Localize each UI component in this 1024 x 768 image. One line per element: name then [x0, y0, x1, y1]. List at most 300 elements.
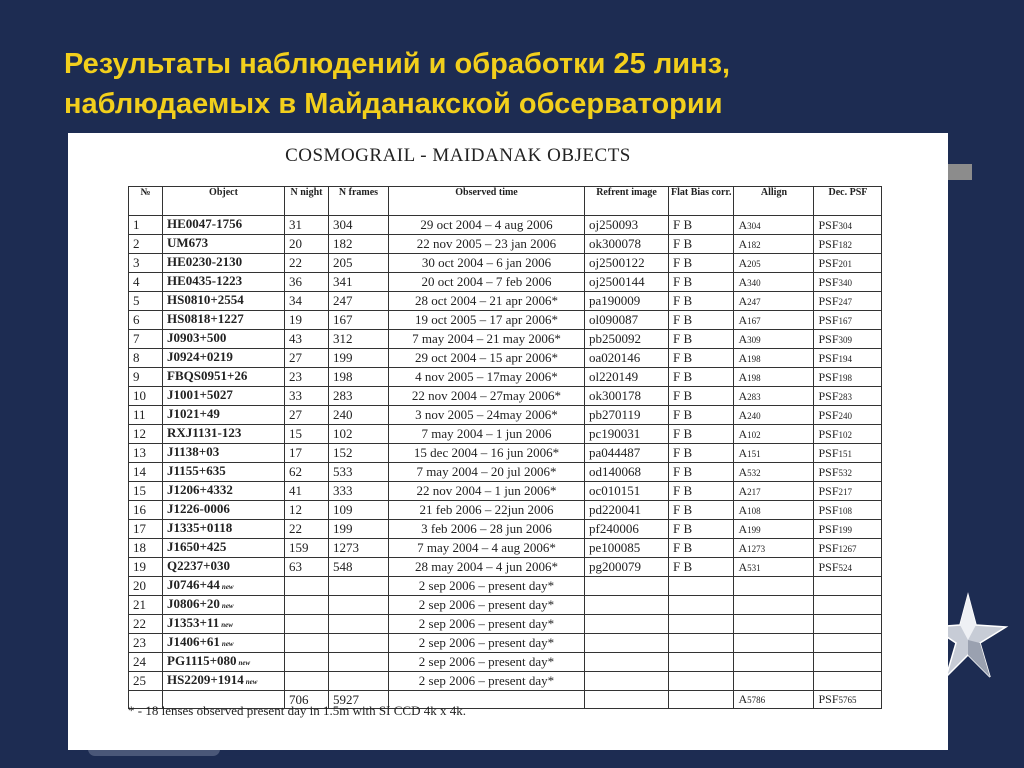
object-label: J0903+500 [167, 330, 227, 345]
object-name [163, 482, 285, 501]
nights-cell: 159 [285, 539, 329, 558]
refrent-image-cell: pa044487 [585, 444, 669, 463]
refrent-image-cell: pc190031 [585, 425, 669, 444]
nights-cell: 33 [285, 387, 329, 406]
allign-count: 205 [747, 258, 761, 269]
observed-time-cell: 30 oct 2004 – 6 jan 2006 [389, 254, 585, 273]
nights-cell: 36 [285, 273, 329, 292]
observed-time-cell: 21 feb 2006 – 22jun 2006 [389, 501, 585, 520]
new-tag: new [221, 583, 234, 591]
observed-time-cell: 22 nov 2005 – 23 jan 2006 [389, 235, 585, 254]
frames-cell: 341 [329, 273, 389, 292]
row-number: 20 [129, 577, 163, 596]
table-row [129, 273, 882, 292]
psf-count: 247 [838, 296, 852, 307]
nights-cell: 23 [285, 368, 329, 387]
table-row [129, 330, 882, 349]
frames-cell [329, 672, 389, 691]
allign-cell [734, 501, 814, 520]
header-cell: Observed time [389, 187, 585, 216]
flat-bias-cell: F B [669, 425, 734, 444]
table-header-row [129, 187, 882, 216]
table-row [129, 482, 882, 501]
refrent-image-cell: ok300078 [585, 235, 669, 254]
allign-cell [734, 425, 814, 444]
row-number: 17 [129, 520, 163, 539]
allign-cell [734, 349, 814, 368]
allign-prefix: A [738, 692, 748, 706]
row-number: 2 [129, 235, 163, 254]
psf-cell [814, 558, 882, 577]
object-label: FBQS0951+26 [167, 368, 248, 383]
allign-cell [734, 577, 814, 596]
nights-cell: 41 [285, 482, 329, 501]
object-name [163, 292, 285, 311]
allign-prefix: A [738, 255, 748, 270]
psf-cell [814, 463, 882, 482]
observed-time-cell: 2 sep 2006 – present day* [389, 672, 585, 691]
observed-time-cell: 22 nov 2004 – 1 jun 2006* [389, 482, 585, 501]
frames-cell: 182 [329, 235, 389, 254]
object-label: J0806+20 [167, 596, 220, 611]
psf-prefix: PSF [818, 312, 839, 327]
psf-cell [814, 425, 882, 444]
psf-cell [814, 254, 882, 273]
nights-cell [285, 615, 329, 634]
allign-prefix: A [738, 521, 748, 536]
refrent-image-cell: ol220149 [585, 368, 669, 387]
row-number: 18 [129, 539, 163, 558]
table-body [129, 216, 882, 691]
flat-bias-cell [669, 653, 734, 672]
psf-cell [814, 672, 882, 691]
flat-bias-cell: F B [669, 520, 734, 539]
object-name [163, 349, 285, 368]
table-row [129, 463, 882, 482]
object-label: J1206+4332 [167, 482, 233, 497]
refrent-image-cell: ok300178 [585, 387, 669, 406]
table-row [129, 368, 882, 387]
allign-count: 531 [747, 562, 761, 573]
table-cell [585, 691, 669, 709]
refrent-image-cell: oj2500122 [585, 254, 669, 273]
allign-count: 5786 [747, 695, 766, 705]
nights-cell: 63 [285, 558, 329, 577]
flat-bias-cell: F B [669, 558, 734, 577]
allign-prefix: A [738, 426, 748, 441]
allign-cell [734, 406, 814, 425]
object-label: UM673 [167, 235, 209, 250]
table-row [129, 539, 882, 558]
document-image [68, 133, 948, 750]
table-row [129, 349, 882, 368]
psf-count: 198 [838, 372, 852, 383]
row-number: 25 [129, 672, 163, 691]
object-label: Q2237+030 [167, 558, 231, 573]
object-label: J1650+425 [167, 539, 227, 554]
psf-count: 167 [838, 315, 852, 326]
object-label: J0924+0219 [167, 349, 233, 364]
object-name [163, 596, 285, 615]
allign-cell [734, 615, 814, 634]
new-tag: new [238, 659, 251, 667]
allign-prefix: A [738, 312, 748, 327]
allign-cell [734, 368, 814, 387]
frames-cell: 152 [329, 444, 389, 463]
flat-bias-cell: F B [669, 216, 734, 235]
table-cell [669, 691, 734, 709]
table-row [129, 235, 882, 254]
object-name [163, 615, 285, 634]
refrent-image-cell: oj2500144 [585, 273, 669, 292]
flat-bias-cell: F B [669, 311, 734, 330]
psf-cell [814, 235, 882, 254]
allign-prefix: A [738, 350, 748, 365]
table-row [129, 406, 882, 425]
document-title: COSMOGRAIL - MAIDANAK OBJECTS [285, 145, 631, 166]
flat-bias-cell: F B [669, 501, 734, 520]
flat-bias-cell: F B [669, 292, 734, 311]
flat-bias-cell: F B [669, 463, 734, 482]
psf-count: 182 [838, 239, 852, 250]
psf-cell [814, 216, 882, 235]
allign-prefix: A [738, 502, 748, 517]
allign-cell [734, 273, 814, 292]
psf-count: 532 [838, 467, 852, 478]
observed-time-cell: 28 may 2004 – 4 jun 2006* [389, 558, 585, 577]
psf-count: 304 [838, 220, 852, 231]
psf-prefix: PSF [818, 559, 839, 574]
frames-cell: 205 [329, 254, 389, 273]
allign-prefix: A [738, 217, 748, 232]
table-row [129, 425, 882, 444]
allign-cell [734, 653, 814, 672]
allign-cell [734, 520, 814, 539]
object-name [163, 653, 285, 672]
row-number: 4 [129, 273, 163, 292]
flat-bias-cell [669, 596, 734, 615]
header-cell: Flat Bias corr. [669, 187, 734, 216]
observed-time-cell: 2 sep 2006 – present day* [389, 596, 585, 615]
frames-cell: 198 [329, 368, 389, 387]
table-row [129, 387, 882, 406]
allign-count: 340 [747, 277, 761, 288]
nights-cell [285, 653, 329, 672]
new-tag: new [221, 621, 233, 629]
allign-cell [734, 216, 814, 235]
object-name [163, 216, 285, 235]
observed-time-cell: 2 sep 2006 – present day* [389, 577, 585, 596]
psf-prefix: PSF [818, 236, 839, 251]
row-number: 21 [129, 596, 163, 615]
observed-time-cell: 15 dec 2004 – 16 jun 2006* [389, 444, 585, 463]
table-row [129, 615, 882, 634]
nights-cell [285, 596, 329, 615]
refrent-image-cell: pb270119 [585, 406, 669, 425]
header-cell: № [129, 187, 163, 216]
psf-count: 524 [838, 562, 852, 573]
observed-time-cell: 7 may 2004 – 21 may 2006* [389, 330, 585, 349]
allign-count: 199 [747, 524, 761, 535]
refrent-image-cell: pb250092 [585, 330, 669, 349]
psf-count: 5765 [838, 695, 857, 705]
object-label: HE0230-2130 [167, 254, 243, 269]
allign-count: 108 [747, 505, 761, 516]
object-label: HS0818+1227 [167, 311, 244, 326]
flat-bias-cell: F B [669, 235, 734, 254]
object-label: PG1115+080 [167, 653, 237, 668]
object-name [163, 558, 285, 577]
allign-count: 532 [747, 467, 761, 478]
row-number: 15 [129, 482, 163, 501]
psf-cell [814, 634, 882, 653]
total-frames: 5927 [329, 691, 389, 709]
object-label: HS0810+2554 [167, 292, 244, 307]
psf-cell [814, 596, 882, 615]
header-cell: N frames [329, 187, 389, 216]
psf-count: 1267 [838, 543, 857, 554]
nights-cell: 15 [285, 425, 329, 444]
table-row [129, 254, 882, 273]
allign-count: 247 [747, 296, 761, 307]
observed-time-cell: 7 may 2004 – 1 jun 2006 [389, 425, 585, 444]
allign-prefix: A [738, 274, 748, 289]
new-tag: new [221, 640, 234, 648]
psf-prefix: PSF [818, 464, 839, 479]
refrent-image-cell: pg200079 [585, 558, 669, 577]
nights-cell: 31 [285, 216, 329, 235]
nights-cell: 43 [285, 330, 329, 349]
observed-time-cell: 2 sep 2006 – present day* [389, 653, 585, 672]
total-nights: 706 [285, 691, 329, 709]
frames-cell: 283 [329, 387, 389, 406]
refrent-image-cell: pd220041 [585, 501, 669, 520]
row-number: 9 [129, 368, 163, 387]
allign-cell [734, 387, 814, 406]
observed-time-cell: 3 nov 2005 – 24may 2006* [389, 406, 585, 425]
flat-bias-cell: F B [669, 368, 734, 387]
psf-cell [814, 482, 882, 501]
frames-cell: 304 [329, 216, 389, 235]
row-number: 13 [129, 444, 163, 463]
observed-time-cell: 7 may 2004 – 4 aug 2006* [389, 539, 585, 558]
table-row [129, 558, 882, 577]
psf-cell [814, 273, 882, 292]
psf-cell [814, 577, 882, 596]
object-label: J1335+0118 [167, 520, 233, 535]
object-label: HE0435-1223 [167, 273, 243, 288]
row-number: 24 [129, 653, 163, 672]
row-number: 14 [129, 463, 163, 482]
object-label: J1353+11 [167, 615, 220, 630]
flat-bias-cell: F B [669, 539, 734, 558]
psf-count: 283 [838, 391, 852, 402]
frames-cell [329, 653, 389, 672]
psf-count: 194 [838, 353, 852, 364]
allign-prefix: A [738, 407, 748, 422]
allign-cell [734, 558, 814, 577]
frames-cell: 199 [329, 520, 389, 539]
psf-cell [814, 349, 882, 368]
header-cell: Object [163, 187, 285, 216]
nights-cell: 62 [285, 463, 329, 482]
psf-prefix: PSF [818, 426, 839, 441]
allign-cell [734, 254, 814, 273]
table-row [129, 596, 882, 615]
frames-cell: 247 [329, 292, 389, 311]
refrent-image-cell [585, 596, 669, 615]
psf-count: 340 [838, 277, 852, 288]
allign-cell [734, 292, 814, 311]
object-label: J1226-0006 [167, 501, 230, 516]
object-label: J1021+49 [167, 406, 220, 421]
psf-count: 199 [838, 524, 852, 535]
allign-count: 198 [747, 372, 761, 383]
table-row [129, 292, 882, 311]
object-name [163, 387, 285, 406]
object-name [163, 368, 285, 387]
slide-title-line-2: наблюдаемых в Майданакской обсерватории [64, 88, 723, 120]
flat-bias-cell: F B [669, 406, 734, 425]
observed-time-cell: 29 oct 2004 – 15 apr 2006* [389, 349, 585, 368]
flat-bias-cell: F B [669, 330, 734, 349]
nights-cell [285, 634, 329, 653]
psf-prefix: PSF [818, 217, 839, 232]
object-label: J1001+5027 [167, 387, 233, 402]
allign-cell [734, 330, 814, 349]
total-psf [814, 691, 882, 709]
refrent-image-cell [585, 634, 669, 653]
psf-count: 102 [838, 429, 852, 440]
object-name [163, 311, 285, 330]
object-name [163, 254, 285, 273]
object-name [163, 577, 285, 596]
psf-count: 309 [838, 334, 852, 345]
allign-prefix: A [738, 331, 748, 346]
object-name [163, 539, 285, 558]
psf-cell [814, 387, 882, 406]
psf-cell [814, 406, 882, 425]
nights-cell: 20 [285, 235, 329, 254]
frames-cell: 533 [329, 463, 389, 482]
flat-bias-cell: F B [669, 273, 734, 292]
row-number: 16 [129, 501, 163, 520]
allign-count: 102 [747, 429, 761, 440]
flat-bias-cell [669, 577, 734, 596]
allign-count: 182 [747, 239, 761, 250]
decorative-bar [948, 164, 972, 180]
header-cell: N night [285, 187, 329, 216]
object-name [163, 672, 285, 691]
object-label: J1138+03 [167, 444, 220, 459]
frames-cell: 548 [329, 558, 389, 577]
frames-cell: 167 [329, 311, 389, 330]
row-number: 6 [129, 311, 163, 330]
refrent-image-cell: pf240006 [585, 520, 669, 539]
allign-prefix: A [738, 483, 748, 498]
psf-prefix: PSF [818, 369, 839, 384]
frames-cell: 312 [329, 330, 389, 349]
table-row [129, 444, 882, 463]
psf-prefix: PSF [818, 350, 839, 365]
refrent-image-cell [585, 672, 669, 691]
frames-cell: 199 [329, 349, 389, 368]
observed-time-cell: 2 sep 2006 – present day* [389, 634, 585, 653]
allign-count: 283 [747, 391, 761, 402]
nights-cell: 27 [285, 349, 329, 368]
psf-prefix: PSF [818, 445, 839, 460]
refrent-image-cell: oa020146 [585, 349, 669, 368]
observed-time-cell: 22 nov 2004 – 27may 2006* [389, 387, 585, 406]
allign-count: 151 [747, 448, 761, 459]
nights-cell [285, 577, 329, 596]
refrent-image-cell: pe100085 [585, 539, 669, 558]
nights-cell: 19 [285, 311, 329, 330]
refrent-image-cell [585, 653, 669, 672]
frames-cell: 333 [329, 482, 389, 501]
slide-title [64, 44, 964, 124]
nights-cell: 22 [285, 520, 329, 539]
object-name [163, 444, 285, 463]
frames-cell: 240 [329, 406, 389, 425]
flat-bias-cell [669, 672, 734, 691]
allign-prefix: A [738, 540, 748, 555]
allign-count: 198 [747, 353, 761, 364]
nights-cell: 12 [285, 501, 329, 520]
object-label: J1406+61 [167, 634, 220, 649]
psf-prefix: PSF [818, 483, 839, 498]
psf-cell [814, 368, 882, 387]
object-name [163, 425, 285, 444]
allign-prefix: A [738, 464, 748, 479]
row-number: 23 [129, 634, 163, 653]
allign-count: 1273 [747, 543, 766, 554]
psf-cell [814, 330, 882, 349]
nights-cell [285, 672, 329, 691]
new-tag: new [221, 602, 234, 610]
total-allign [734, 691, 814, 709]
psf-prefix: PSF [818, 274, 839, 289]
object-name [163, 273, 285, 292]
allign-prefix: A [738, 388, 748, 403]
refrent-image-cell: pa190009 [585, 292, 669, 311]
psf-cell [814, 311, 882, 330]
nights-cell: 17 [285, 444, 329, 463]
table-row [129, 311, 882, 330]
object-name [163, 406, 285, 425]
frames-cell [329, 577, 389, 596]
header-cell: Refrent image [585, 187, 669, 216]
row-number: 11 [129, 406, 163, 425]
table-row [129, 634, 882, 653]
new-tag: new [245, 678, 258, 686]
object-name [163, 463, 285, 482]
psf-prefix: PSF [818, 692, 839, 706]
observed-time-cell: 29 oct 2004 – 4 aug 2006 [389, 216, 585, 235]
row-number: 22 [129, 615, 163, 634]
frames-cell [329, 596, 389, 615]
psf-prefix: PSF [818, 331, 839, 346]
nights-cell: 22 [285, 254, 329, 273]
observed-time-cell: 20 oct 2004 – 7 feb 2006 [389, 273, 585, 292]
psf-count: 108 [838, 505, 852, 516]
observed-time-cell: 28 oct 2004 – 21 apr 2006* [389, 292, 585, 311]
frames-cell: 109 [329, 501, 389, 520]
object-label: J0746+44 [167, 577, 220, 592]
object-label: HE0047-1756 [167, 216, 243, 231]
psf-count: 201 [838, 258, 852, 269]
allign-cell [734, 634, 814, 653]
